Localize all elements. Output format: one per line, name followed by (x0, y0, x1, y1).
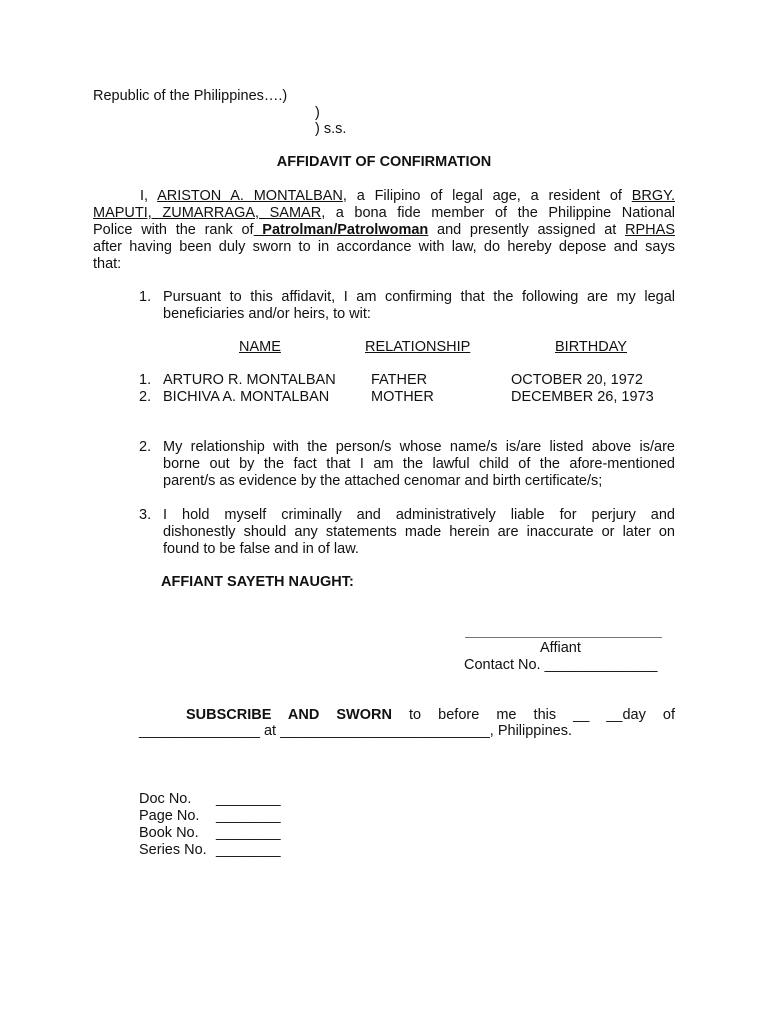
intro-line-4: after having been duly sworn to in accordance with law, do hereby depose and says (93, 239, 675, 255)
affiant-sayeth-naught: AFFIANT SAYETH NAUGHT: (161, 574, 354, 590)
item-3-line-3: found to be false and in of law. (163, 541, 359, 557)
table-row-number: 1. (139, 372, 152, 388)
item-2-line-2: borne out by the fact that I am the lawful child of the afore-mentioned (163, 456, 675, 472)
beneficiary-name: BICHIVA A. MONTALBAN (163, 389, 330, 405)
venue-ss: ) s.s. (315, 121, 347, 137)
column-header-birthday: BIRTHDAY (555, 339, 627, 355)
sworn-text: to before me this __ __day of (391, 707, 675, 723)
venue-republic: Republic of the Philippines….) (93, 88, 288, 104)
book-no-blank: ________ (216, 825, 281, 841)
doc-no-blank: ________ (216, 791, 281, 807)
doc-no-label: Doc No. (139, 791, 192, 807)
beneficiary-birthday: DECEMBER 26, 1973 (511, 389, 654, 405)
signature-line (465, 637, 662, 638)
intro-text: I, (140, 188, 158, 204)
intro-line-5: that: (93, 256, 122, 272)
affiant-rank: Patrolman/Patrolwoman (253, 222, 429, 238)
item-2-line-1: My relationship with the person/s whose name/s is/are listed above is/are (163, 439, 675, 455)
item-3-line-1: I hold myself criminally and administratively liable for perjury and (163, 507, 675, 523)
item-2-number: 2. (139, 439, 152, 455)
venue-paren: ) (315, 105, 320, 121)
intro-line-2 (93, 205, 675, 222)
intro-line-1 (93, 188, 675, 205)
sworn-line-2: _______________ at __________________________, Philippines. (139, 723, 572, 739)
contact-number: Contact No. ______________ (464, 657, 658, 673)
beneficiary-name: ARTURO R. MONTALBAN (163, 372, 336, 388)
table-row-number: 2. (139, 389, 152, 405)
item-3-line-2: dishonestly should any statements made herein are inaccurate or later on (163, 524, 675, 540)
book-no-label: Book No. (139, 825, 199, 841)
beneficiary-relationship: FATHER (371, 372, 428, 388)
item-1-number: 1. (139, 289, 152, 305)
series-no-label: Series No. (139, 842, 207, 858)
item-3-number: 3. (139, 507, 152, 523)
affiant-assignment: RPHAS (625, 222, 675, 238)
intro-text: , a Filipino of legal age, a resident of (342, 188, 632, 204)
intro-line-3 (93, 222, 675, 239)
affiant-address: MAPUTI, ZUMARRAGA, SAMAR (93, 205, 322, 221)
beneficiary-relationship: MOTHER (371, 389, 434, 405)
item-1-line-2: beneficiaries and/or heirs, to wit: (163, 306, 371, 322)
item-2-line-3: parent/s as evidence by the attached cenomar and birth certificate/s; (163, 473, 603, 489)
page-no-label: Page No. (139, 808, 200, 824)
sworn-line-1 (139, 707, 675, 724)
column-header-name: NAME (239, 339, 281, 355)
page-no-blank: ________ (216, 808, 281, 824)
series-no-blank: ________ (216, 842, 281, 858)
intro-text: , a bona fide member of the Philippine National (321, 205, 675, 221)
intro-text: and presently assigned at (428, 222, 626, 238)
beneficiary-birthday: OCTOBER 20, 1972 (511, 372, 643, 388)
item-1-line-1: Pursuant to this affidavit, I am confirming that the following are my legal (163, 289, 675, 305)
affiant-label: Affiant (540, 640, 581, 656)
affiant-name: ARISTON A. MONTALBAN (157, 188, 343, 204)
subscribe-and-sworn: SUBSCRIBE AND SWORN (186, 707, 392, 723)
document-title: AFFIDAVIT OF CONFIRMATION (276, 154, 492, 170)
column-header-relationship: RELATIONSHIP (365, 339, 471, 355)
intro-text: Police with the rank of (93, 222, 254, 238)
address-brgy: BRGY. (631, 188, 675, 204)
